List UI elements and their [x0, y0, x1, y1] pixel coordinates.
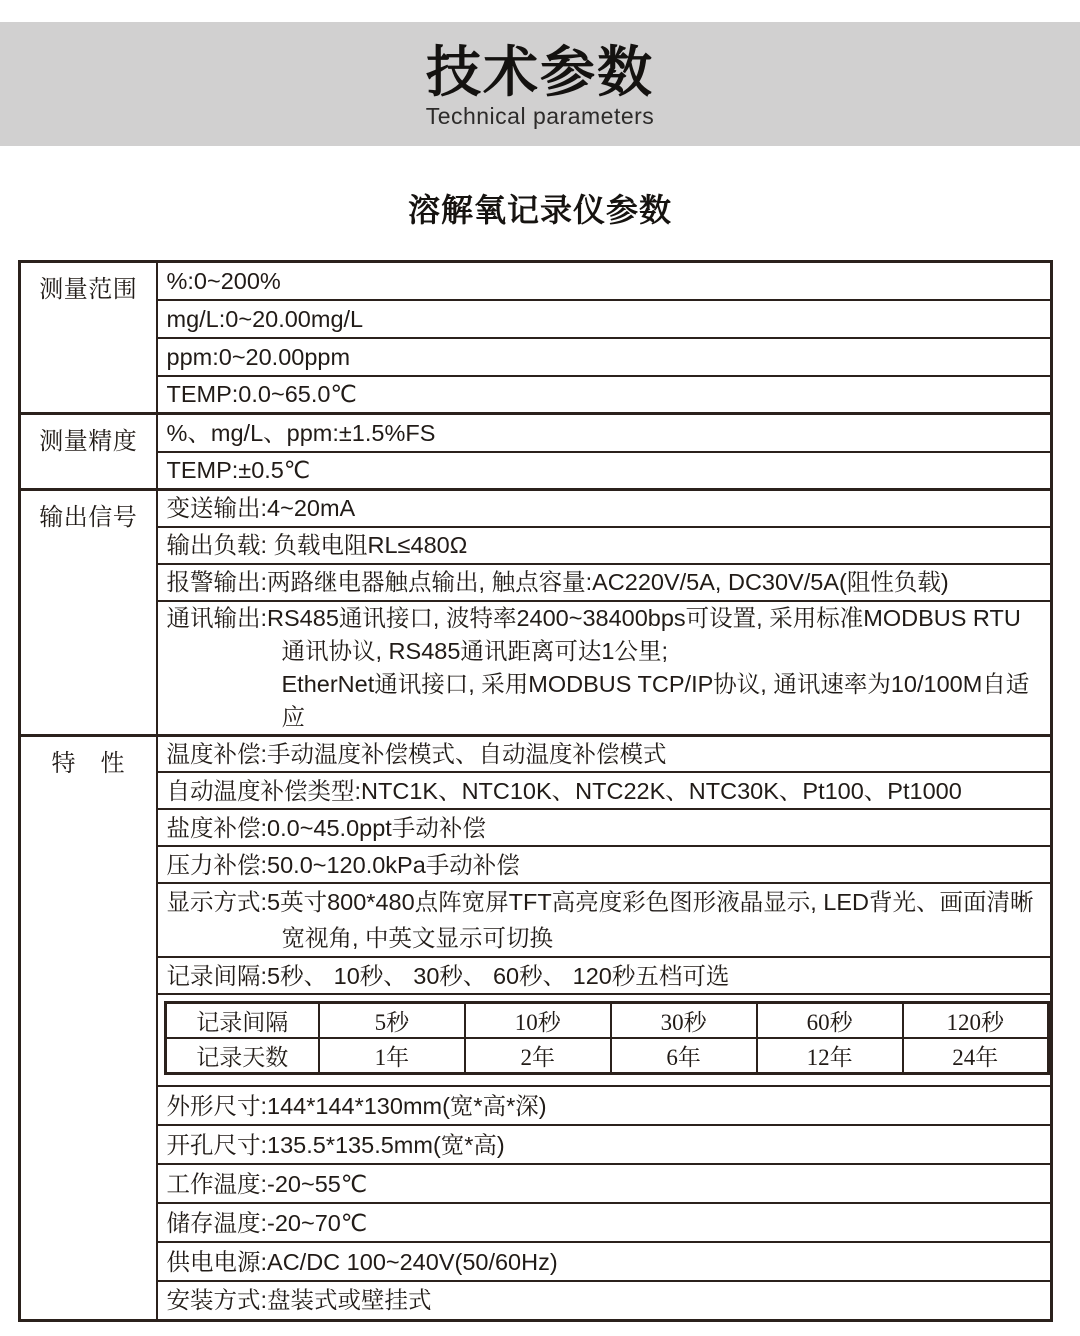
value-cell: [157, 883, 1052, 957]
record-cell: 1年: [319, 1038, 465, 1074]
record-cell: 60秒: [757, 1003, 903, 1039]
table-row: [20, 1125, 1052, 1164]
table-row: [20, 994, 1052, 1086]
spec-text: 安装方式:盘装式或壁挂式: [166, 1287, 432, 1314]
category-cell-measure-range: 测量范围: [20, 262, 157, 414]
category-cell-features: 特 性: [20, 735, 157, 1320]
value-cell: [157, 957, 1052, 994]
value-cell: [157, 527, 1052, 564]
record-cell: 5秒: [319, 1003, 465, 1039]
table-row: [20, 846, 1052, 883]
category-cell-accuracy: 测量精度: [20, 414, 157, 490]
spec-text: 显示方式:5英寸800*480点阵宽屏TFT高亮度彩色图形液晶显示, LED背光、画面清晰: [166, 889, 1034, 915]
value-cell: [157, 735, 1052, 772]
spec-text: 输出负载: 负载电阻RL≤480Ω: [166, 532, 468, 558]
value-cell: [157, 1242, 1052, 1281]
record-table-cell: [157, 994, 1052, 1086]
value-cell: [157, 262, 1052, 300]
record-table-data-row: [165, 1038, 1049, 1074]
table-row: [20, 414, 1052, 452]
record-cell: 10秒: [465, 1003, 611, 1039]
table-row: [20, 490, 1052, 527]
table-row: [20, 735, 1052, 772]
record-cell: 30秒: [611, 1003, 757, 1039]
record-cell: 24年: [903, 1038, 1049, 1074]
table-row: [20, 883, 1052, 957]
value-cell: [157, 338, 1052, 376]
spec-text: 盐度补偿:0.0~45.0ppt手动补偿: [166, 814, 486, 841]
spec-text: 记录间隔:5秒、 10秒、 30秒、 60秒、 120秒五档可选: [166, 962, 730, 989]
table-row: [20, 957, 1052, 994]
spec-text: 工作温度:-20~55℃: [166, 1170, 368, 1197]
spec-text: 报警输出:两路继电器触点输出, 触点容量:AC220V/5A, DC30V/5A(阻性负载): [166, 569, 949, 595]
table-row: [20, 809, 1052, 846]
spec-text: ppm:0~20.00ppm: [166, 343, 351, 370]
record-cell: 记录间隔: [165, 1003, 319, 1039]
category-cell-output-signal: 输出信号: [20, 490, 157, 736]
spec-text: mg/L:0~20.00mg/L: [166, 305, 364, 332]
value-cell: [157, 1164, 1052, 1203]
value-cell: [157, 1203, 1052, 1242]
record-cell: 12年: [757, 1038, 903, 1074]
value-cell: [157, 1086, 1052, 1125]
spec-text: %:0~200%: [166, 267, 281, 294]
value-cell: [157, 564, 1052, 601]
spec-text: TEMP:±0.5℃: [166, 457, 311, 484]
table-row: [20, 1203, 1052, 1242]
value-cell: [157, 490, 1052, 527]
record-cell: 2年: [465, 1038, 611, 1074]
spec-text: 通讯协议, RS485通讯距离可达1公里;: [281, 637, 669, 664]
value-cell: [157, 414, 1052, 452]
table-row: [20, 1086, 1052, 1125]
record-table-header-row: [165, 1003, 1049, 1039]
table-row: [20, 262, 1052, 300]
table-row: [20, 564, 1052, 601]
value-cell: [157, 1125, 1052, 1164]
value-cell: [157, 809, 1052, 846]
value-cell: [157, 1281, 1052, 1320]
table-row: [20, 527, 1052, 564]
spec-text: 供电电源:AC/DC 100~240V(50/60Hz): [166, 1248, 558, 1275]
spec-text: 储存温度:-20~70℃: [166, 1209, 368, 1236]
table-row: [20, 338, 1052, 376]
value-cell: [157, 601, 1052, 736]
table-row: [20, 1164, 1052, 1203]
header-banner: [0, 22, 1080, 146]
value-cell: [157, 452, 1052, 490]
page-title: 技术参数: [425, 41, 654, 103]
table-row: [20, 772, 1052, 809]
spec-table: [18, 260, 1053, 1322]
doc-section-title: 溶解氧记录仪参数: [407, 192, 672, 228]
spec-text: %、mg/L、ppm:±1.5%FS: [166, 419, 436, 446]
spec-text: EtherNet通讯接口, 采用MODBUS TCP/IP协议, 通讯速率为10/100M自适应: [281, 670, 1030, 730]
record-cell: 记录天数: [165, 1038, 319, 1074]
spec-text: 通讯输出:RS485通讯接口, 波特率2400~38400bps可设置, 采用标准MODBUS RTU: [166, 604, 1021, 631]
value-cell: [157, 300, 1052, 338]
spec-text: 温度补偿:手动温度补偿模式、自动温度补偿模式: [166, 740, 667, 767]
table-row: [20, 300, 1052, 338]
record-cell: 6年: [611, 1038, 757, 1074]
record-cell: 120秒: [903, 1003, 1049, 1039]
table-row: [20, 376, 1052, 414]
record-interval-table: [164, 1001, 1051, 1075]
table-row: [20, 1242, 1052, 1281]
table-row: [20, 601, 1052, 736]
spec-text: TEMP:0.0~65.0℃: [166, 381, 357, 408]
spec-text: 外形尺寸:144*144*130mm(宽*高*深): [166, 1092, 547, 1119]
spec-text: 压力补偿:50.0~120.0kPa手动补偿: [166, 851, 520, 878]
spec-text: 自动温度补偿类型:NTC1K、NTC10K、NTC22K、NTC30K、Pt100、Pt1000: [166, 777, 962, 804]
page-subtitle-en: Technical parameters: [425, 103, 655, 129]
table-row: [20, 1281, 1052, 1320]
spec-text: 变送输出:4~20mA: [166, 495, 356, 522]
value-cell: [157, 772, 1052, 809]
value-cell: [157, 846, 1052, 883]
table-row: [20, 452, 1052, 490]
value-cell: [157, 376, 1052, 414]
spec-text: 开孔尺寸:135.5*135.5mm(宽*高): [166, 1131, 505, 1158]
spec-text: 宽视角, 中英文显示可切换: [281, 925, 554, 951]
